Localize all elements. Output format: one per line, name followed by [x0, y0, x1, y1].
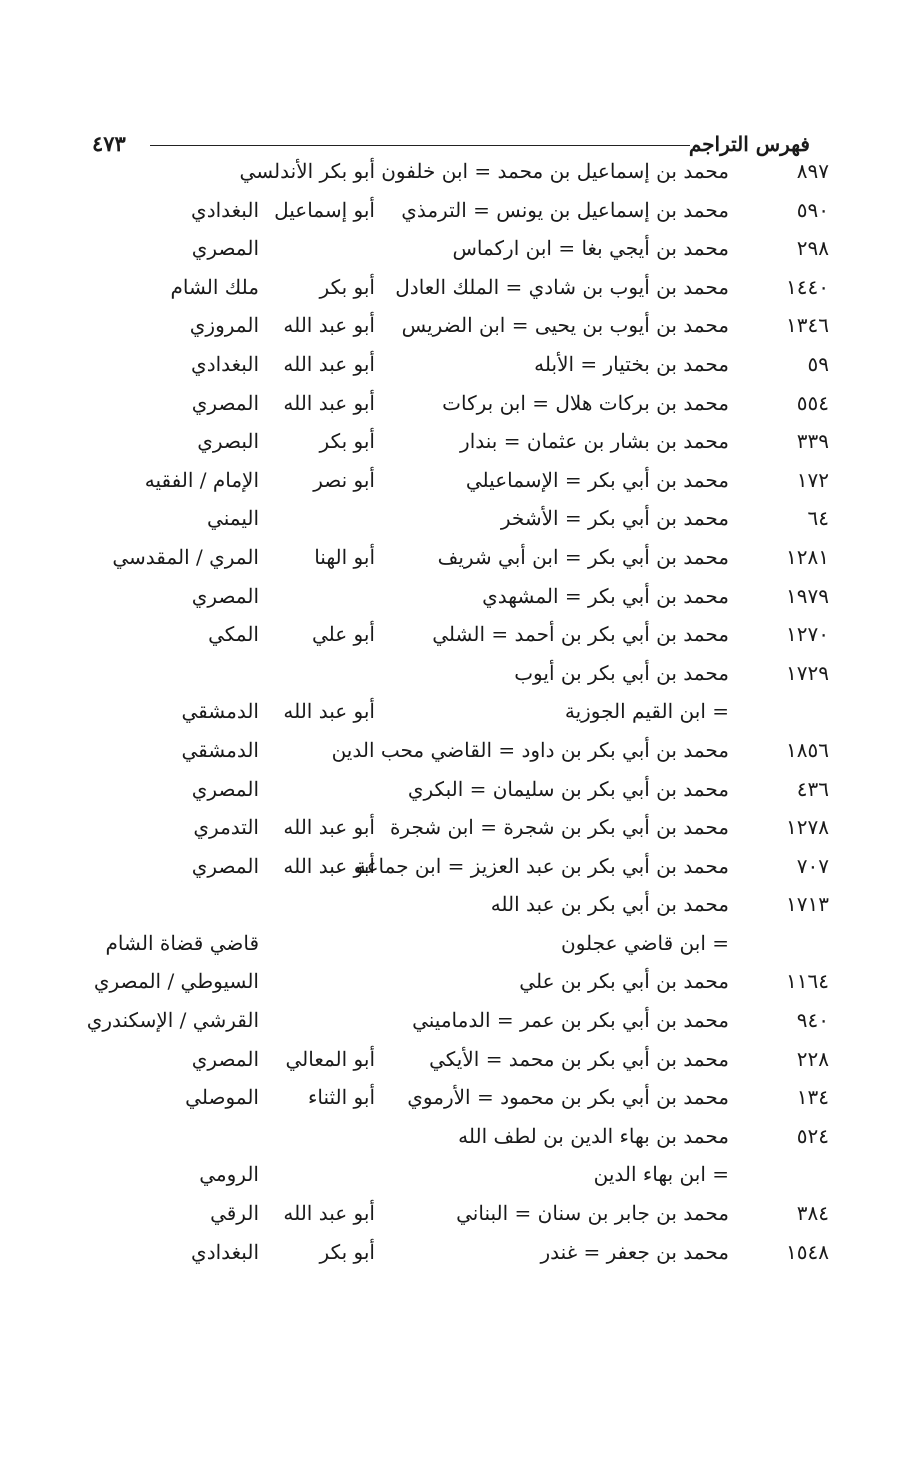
entry-name: محمد بن أبي بكر بن محمود = الأرموي	[407, 1085, 729, 1110]
entry-name: محمد بن بشار بن عثمان = بندار	[460, 429, 729, 454]
entry-number: ٨٩٧	[796, 159, 829, 183]
index-row	[0, 1117, 921, 1156]
index-row	[0, 499, 921, 538]
entry-nisba: البصري	[197, 429, 259, 454]
entry-name: محمد بن أبي بكر بن عبد العزيز = ابن جماعة	[355, 853, 729, 878]
entry-number: ٧٠٧	[796, 853, 829, 878]
entry-kunya: أبو إسماعيل	[274, 197, 375, 222]
entry-nisba: الدمشقي	[181, 699, 259, 724]
entry-kunya: أبو علي	[311, 622, 375, 647]
entry-kunya: أبو عبد الله	[283, 351, 375, 376]
entry-number: ١٢٧٠	[786, 622, 829, 647]
index-row	[0, 847, 921, 886]
entry-number: ١٧٢٩	[786, 660, 829, 685]
entry-nisba: الإمام / الفقيه	[144, 467, 259, 492]
index-row	[0, 731, 921, 770]
index-row	[0, 268, 921, 307]
index-row	[0, 885, 921, 924]
index-row	[0, 229, 921, 268]
entry-name: محمد بن أبي بكر بن أحمد = الشلي	[432, 622, 729, 647]
entry-number: ١١٦٤	[786, 969, 829, 994]
entry-name: محمد بن أبي بكر بن أيوب	[514, 660, 729, 685]
index-row	[0, 577, 921, 616]
entry-nisba: البغدادي	[191, 1239, 259, 1264]
index-row	[0, 1001, 921, 1040]
entry-name: محمد بن أبي بكر بن داود = القاضي محب الدين	[331, 737, 729, 762]
entry-nisba: السيوطي / المصري	[93, 969, 259, 994]
entry-number: ١٤٤٠	[786, 274, 829, 299]
entry-nisba: المكي	[208, 622, 259, 647]
entry-name: محمد بن بركات هلال = ابن بركات	[442, 390, 729, 415]
entry-nisba: الرومي	[199, 1162, 259, 1187]
index-row	[0, 345, 921, 384]
entry-kunya: أبو بكر الأندلسي	[239, 159, 375, 183]
index-row	[0, 962, 921, 1001]
entry-number: ٥٩٠	[796, 197, 829, 222]
page-number: ٤٧٣	[92, 131, 126, 156]
entry-number: ١٨٥٦	[786, 737, 829, 762]
entry-number: ١٣٤	[796, 1085, 829, 1110]
entry-number: ٢٢٨	[796, 1046, 829, 1071]
entry-number: ١٢٨١	[786, 544, 829, 569]
index-row	[0, 191, 921, 230]
entry-nisba: المصري	[191, 853, 259, 878]
entry-name: محمد بن أيوب بن يحيى = ابن الضريس	[401, 313, 729, 338]
entry-number: ١٧١٣	[786, 892, 829, 917]
entry-name: محمد بن أبي بكر = الأشخر	[500, 506, 729, 531]
entry-number: ٩٤٠	[796, 1008, 829, 1033]
entry-name: = ابن قاضي عجلون	[561, 930, 729, 955]
entry-kunya: أبو عبد الله	[283, 1201, 375, 1226]
entry-kunya: أبو نصر	[313, 467, 375, 492]
entry-name: محمد بن أبي بكر بن سليمان = البكري	[407, 776, 729, 801]
entry-nisba: الرقي	[210, 1201, 259, 1226]
entry-nisba: البغدادي	[191, 351, 259, 376]
entry-number: ١٩٧٩	[786, 583, 829, 608]
entry-name: محمد بن أبي بكر = ابن أبي شريف	[437, 544, 729, 569]
entry-name: محمد بن أيجي بغا = ابن اركماس	[452, 236, 729, 261]
index-row	[0, 1233, 921, 1272]
entry-name: محمد بن بهاء الدين بن لطف الله	[458, 1123, 729, 1148]
entry-nisba: القرشي / الإسكندري	[86, 1008, 259, 1033]
index-row	[0, 924, 921, 963]
entry-name: محمد بن إسماعيل بن محمد = ابن خلفون	[381, 159, 729, 183]
entry-kunya: أبو المعالي	[285, 1046, 375, 1071]
index-row	[0, 306, 921, 345]
entry-kunya: أبو الثناء	[307, 1085, 375, 1110]
entry-name: محمد بن إسماعيل بن يونس = الترمذي	[401, 197, 729, 222]
entry-name: محمد بن أبي بكر بن محمد = الأيكي	[429, 1046, 729, 1071]
entry-number: ٢٩٨	[796, 236, 829, 261]
entry-number: ٣٣٩	[796, 429, 829, 454]
entry-name: محمد بن أبي بكر بن عبد الله	[490, 892, 729, 917]
entry-name: = ابن بهاء الدين	[593, 1162, 729, 1187]
entry-nisba: المصري	[191, 776, 259, 801]
index-row	[0, 384, 921, 423]
entry-nisba: المصري	[191, 1046, 259, 1071]
entry-number: ١٥٤٨	[786, 1239, 829, 1264]
entry-nisba: المصري	[191, 390, 259, 415]
entry-nisba: المصري	[191, 236, 259, 261]
entry-nisba: اليمني	[207, 506, 259, 531]
entry-number: ٥٥٤	[796, 390, 829, 415]
entry-nisba: الدمشقي	[181, 737, 259, 762]
entry-name: محمد بن أبي بكر = الإسماعيلي	[465, 467, 729, 492]
index-row	[0, 1194, 921, 1233]
entry-nisba: البغدادي	[191, 197, 259, 222]
entry-number: ٥٢٤	[796, 1123, 829, 1148]
index-row	[0, 692, 921, 731]
entry-kunya: أبو عبد الله	[283, 853, 375, 878]
entry-nisba: المري / المقدسي	[112, 544, 259, 569]
entry-name: محمد بن أيوب بن شادي = الملك العادل	[395, 274, 729, 299]
entry-number: ١٧٢	[796, 467, 829, 492]
entry-number: ٤٣٦	[796, 776, 829, 801]
entry-name: محمد بن أبي بكر بن شجرة = ابن شجرة	[389, 815, 729, 840]
entry-number: ١٣٤٦	[786, 313, 829, 338]
index-row	[0, 461, 921, 500]
index-row	[0, 422, 921, 461]
index-entries	[0, 152, 921, 1271]
entry-nisba: ملك الشام	[170, 274, 259, 299]
index-row	[0, 152, 921, 191]
index-row	[0, 1155, 921, 1194]
entry-kunya: أبو الهنا	[314, 544, 375, 569]
entry-kunya: أبو بكر	[319, 274, 375, 299]
entry-name: محمد بن جابر بن سنان = البناني	[456, 1201, 729, 1226]
index-row	[0, 770, 921, 809]
entry-kunya: أبو بكر	[319, 429, 375, 454]
index-row	[0, 615, 921, 654]
entry-name: محمد بن أبي بكر = المشهدي	[482, 583, 729, 608]
entry-name: محمد بن جعفر = غندر	[540, 1239, 729, 1264]
index-row	[0, 538, 921, 577]
entry-kunya: أبو بكر	[319, 1239, 375, 1264]
running-title: فهرس التراجم	[688, 132, 810, 156]
entry-nisba: المصري	[191, 583, 259, 608]
index-row	[0, 1040, 921, 1079]
index-row	[0, 808, 921, 847]
header-rule	[150, 145, 690, 146]
entry-name: = ابن القيم الجوزية	[564, 699, 729, 724]
index-row	[0, 1078, 921, 1117]
entry-nisba: التدمري	[193, 815, 259, 840]
entry-number: ٣٨٤	[796, 1201, 829, 1226]
entry-nisba: الموصلي	[185, 1085, 259, 1110]
entry-name: محمد بن أبي بكر بن عمر = الدماميني	[412, 1008, 729, 1033]
entry-kunya: أبو عبد الله	[283, 815, 375, 840]
entry-number: ٦٤	[807, 506, 829, 531]
entry-number: ٥٩	[807, 351, 829, 376]
entry-number: ١٢٧٨	[786, 815, 829, 840]
index-row	[0, 654, 921, 693]
entry-nisba: قاضي قضاة الشام	[105, 930, 259, 955]
entry-kunya: أبو عبد الله	[283, 313, 375, 338]
entry-kunya: أبو عبد الله	[283, 390, 375, 415]
entry-nisba: المروزي	[189, 313, 259, 338]
entry-name: محمد بن بختيار = الأبله	[534, 351, 729, 376]
entry-kunya: أبو عبد الله	[283, 699, 375, 724]
entry-name: محمد بن أبي بكر بن علي	[519, 969, 729, 994]
